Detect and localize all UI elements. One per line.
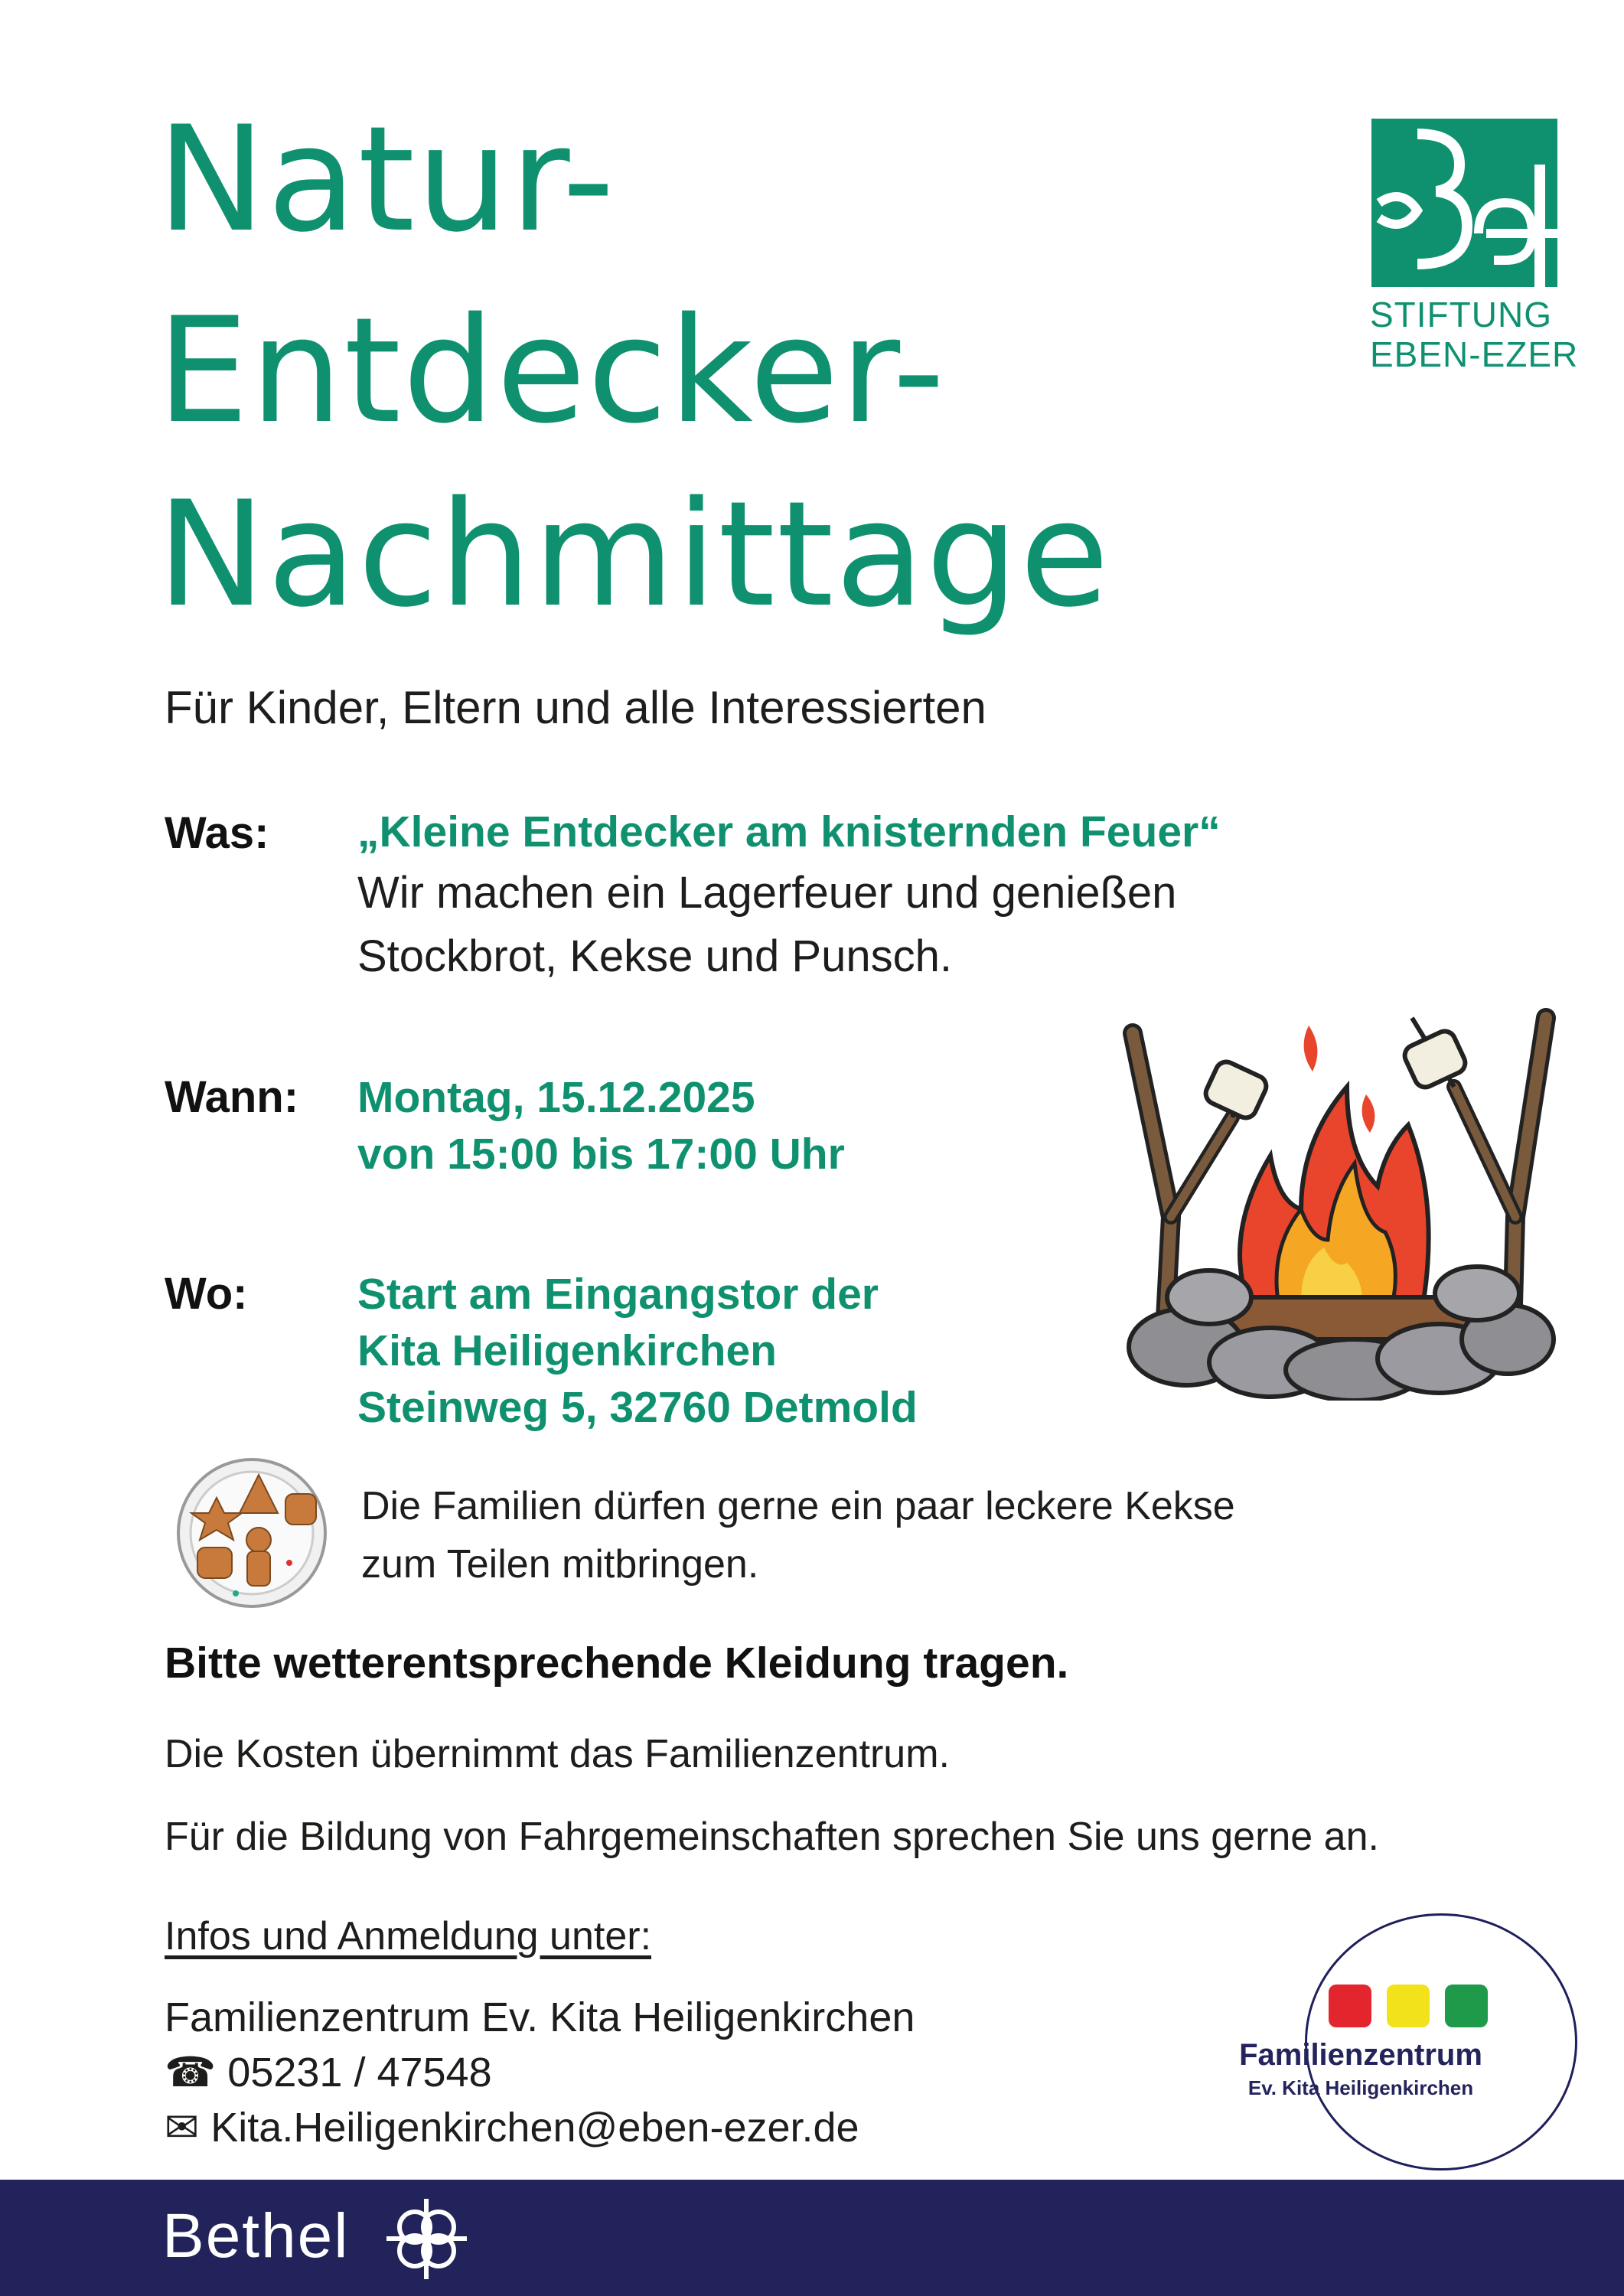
title-line-2: Entdecker- (157, 286, 947, 455)
contact-email-row (165, 2100, 859, 2155)
stiftung-line-2: EBEN-EZER (1370, 334, 1579, 374)
familienzentrum-logo (1239, 1913, 1577, 2170)
bethel-emblem-icon (383, 2195, 471, 2283)
fz-red-square-icon (1329, 1985, 1371, 2027)
bethel-wordmark: Bethel (162, 2201, 350, 2271)
was-text-line-1: Wir machen ein Lagerfeuer und genießen (357, 868, 1177, 918)
stiftung-eben-ezer-wordmark (1370, 295, 1578, 374)
wann-date: Montag, 15.12.2025 (357, 1073, 755, 1122)
costs-note: Die Kosten übernimmt das Familienzentrum. (165, 1732, 950, 1776)
campfire-illustration (1117, 1003, 1557, 1401)
wo-line-2: Kita Heiligenkirchen (357, 1326, 777, 1375)
wo-line-3: Steinweg 5, 32760 Detmold (357, 1383, 918, 1432)
subtitle: Für Kinder, Eltern und alle Interessierten (165, 682, 986, 733)
phone-icon: ☎ (165, 2050, 217, 2095)
wann-time: von 15:00 bis 17:00 Uhr (357, 1130, 845, 1179)
title-line-3: Nachmittage (157, 470, 1111, 639)
wann-label: Wann: (165, 1072, 299, 1122)
stiftung-eben-ezer-logo-icon (1371, 119, 1557, 287)
fz-name: Familienzentrum (1239, 2038, 1482, 2072)
cookie-note-line-1: Die Familien dürfen gerne ein paar leckere Kekse (361, 1484, 1235, 1528)
was-headline: „Kleine Entdecker am knisternden Feuer“ (357, 807, 1221, 856)
contact-phone[interactable]: 05231 / 47548 (227, 2050, 492, 2095)
fz-subname: Ev. Kita Heiligenkirchen (1247, 2076, 1474, 2099)
was-text-line-2: Stockbrot, Kekse und Punsch. (357, 931, 952, 981)
cookie-plate-icon (174, 1456, 329, 1610)
contact-email[interactable]: Kita.Heiligenkirchen@eben-ezer.de (210, 2105, 859, 2151)
fz-yellow-square-icon (1387, 1985, 1430, 2027)
carpool-note: Für die Bildung von Fahrgemeinschaften sprechen Sie uns gerne an. (165, 1815, 1379, 1859)
stiftung-line-1: STIFTUNG (1370, 295, 1552, 334)
contact-phone-row (165, 2045, 492, 2100)
cookie-note (361, 1477, 1235, 1593)
envelope-icon: ✉ (165, 2105, 200, 2151)
was-label: Was: (165, 808, 269, 858)
fz-green-square-icon (1445, 1985, 1488, 2027)
wo-label: Wo: (165, 1269, 248, 1319)
title-line-1: Natur- (157, 95, 616, 264)
contact-heading: Infos und Anmeldung unter: (165, 1914, 652, 1958)
wo-line-1: Start am Eingangstor der (357, 1270, 879, 1319)
clothing-note: Bitte wetterentsprechende Kleidung tragen. (165, 1639, 1069, 1688)
contact-org: Familienzentrum Ev. Kita Heiligenkirchen (165, 1994, 915, 2040)
cookie-note-line-2: zum Teilen mitbringen. (361, 1542, 759, 1587)
